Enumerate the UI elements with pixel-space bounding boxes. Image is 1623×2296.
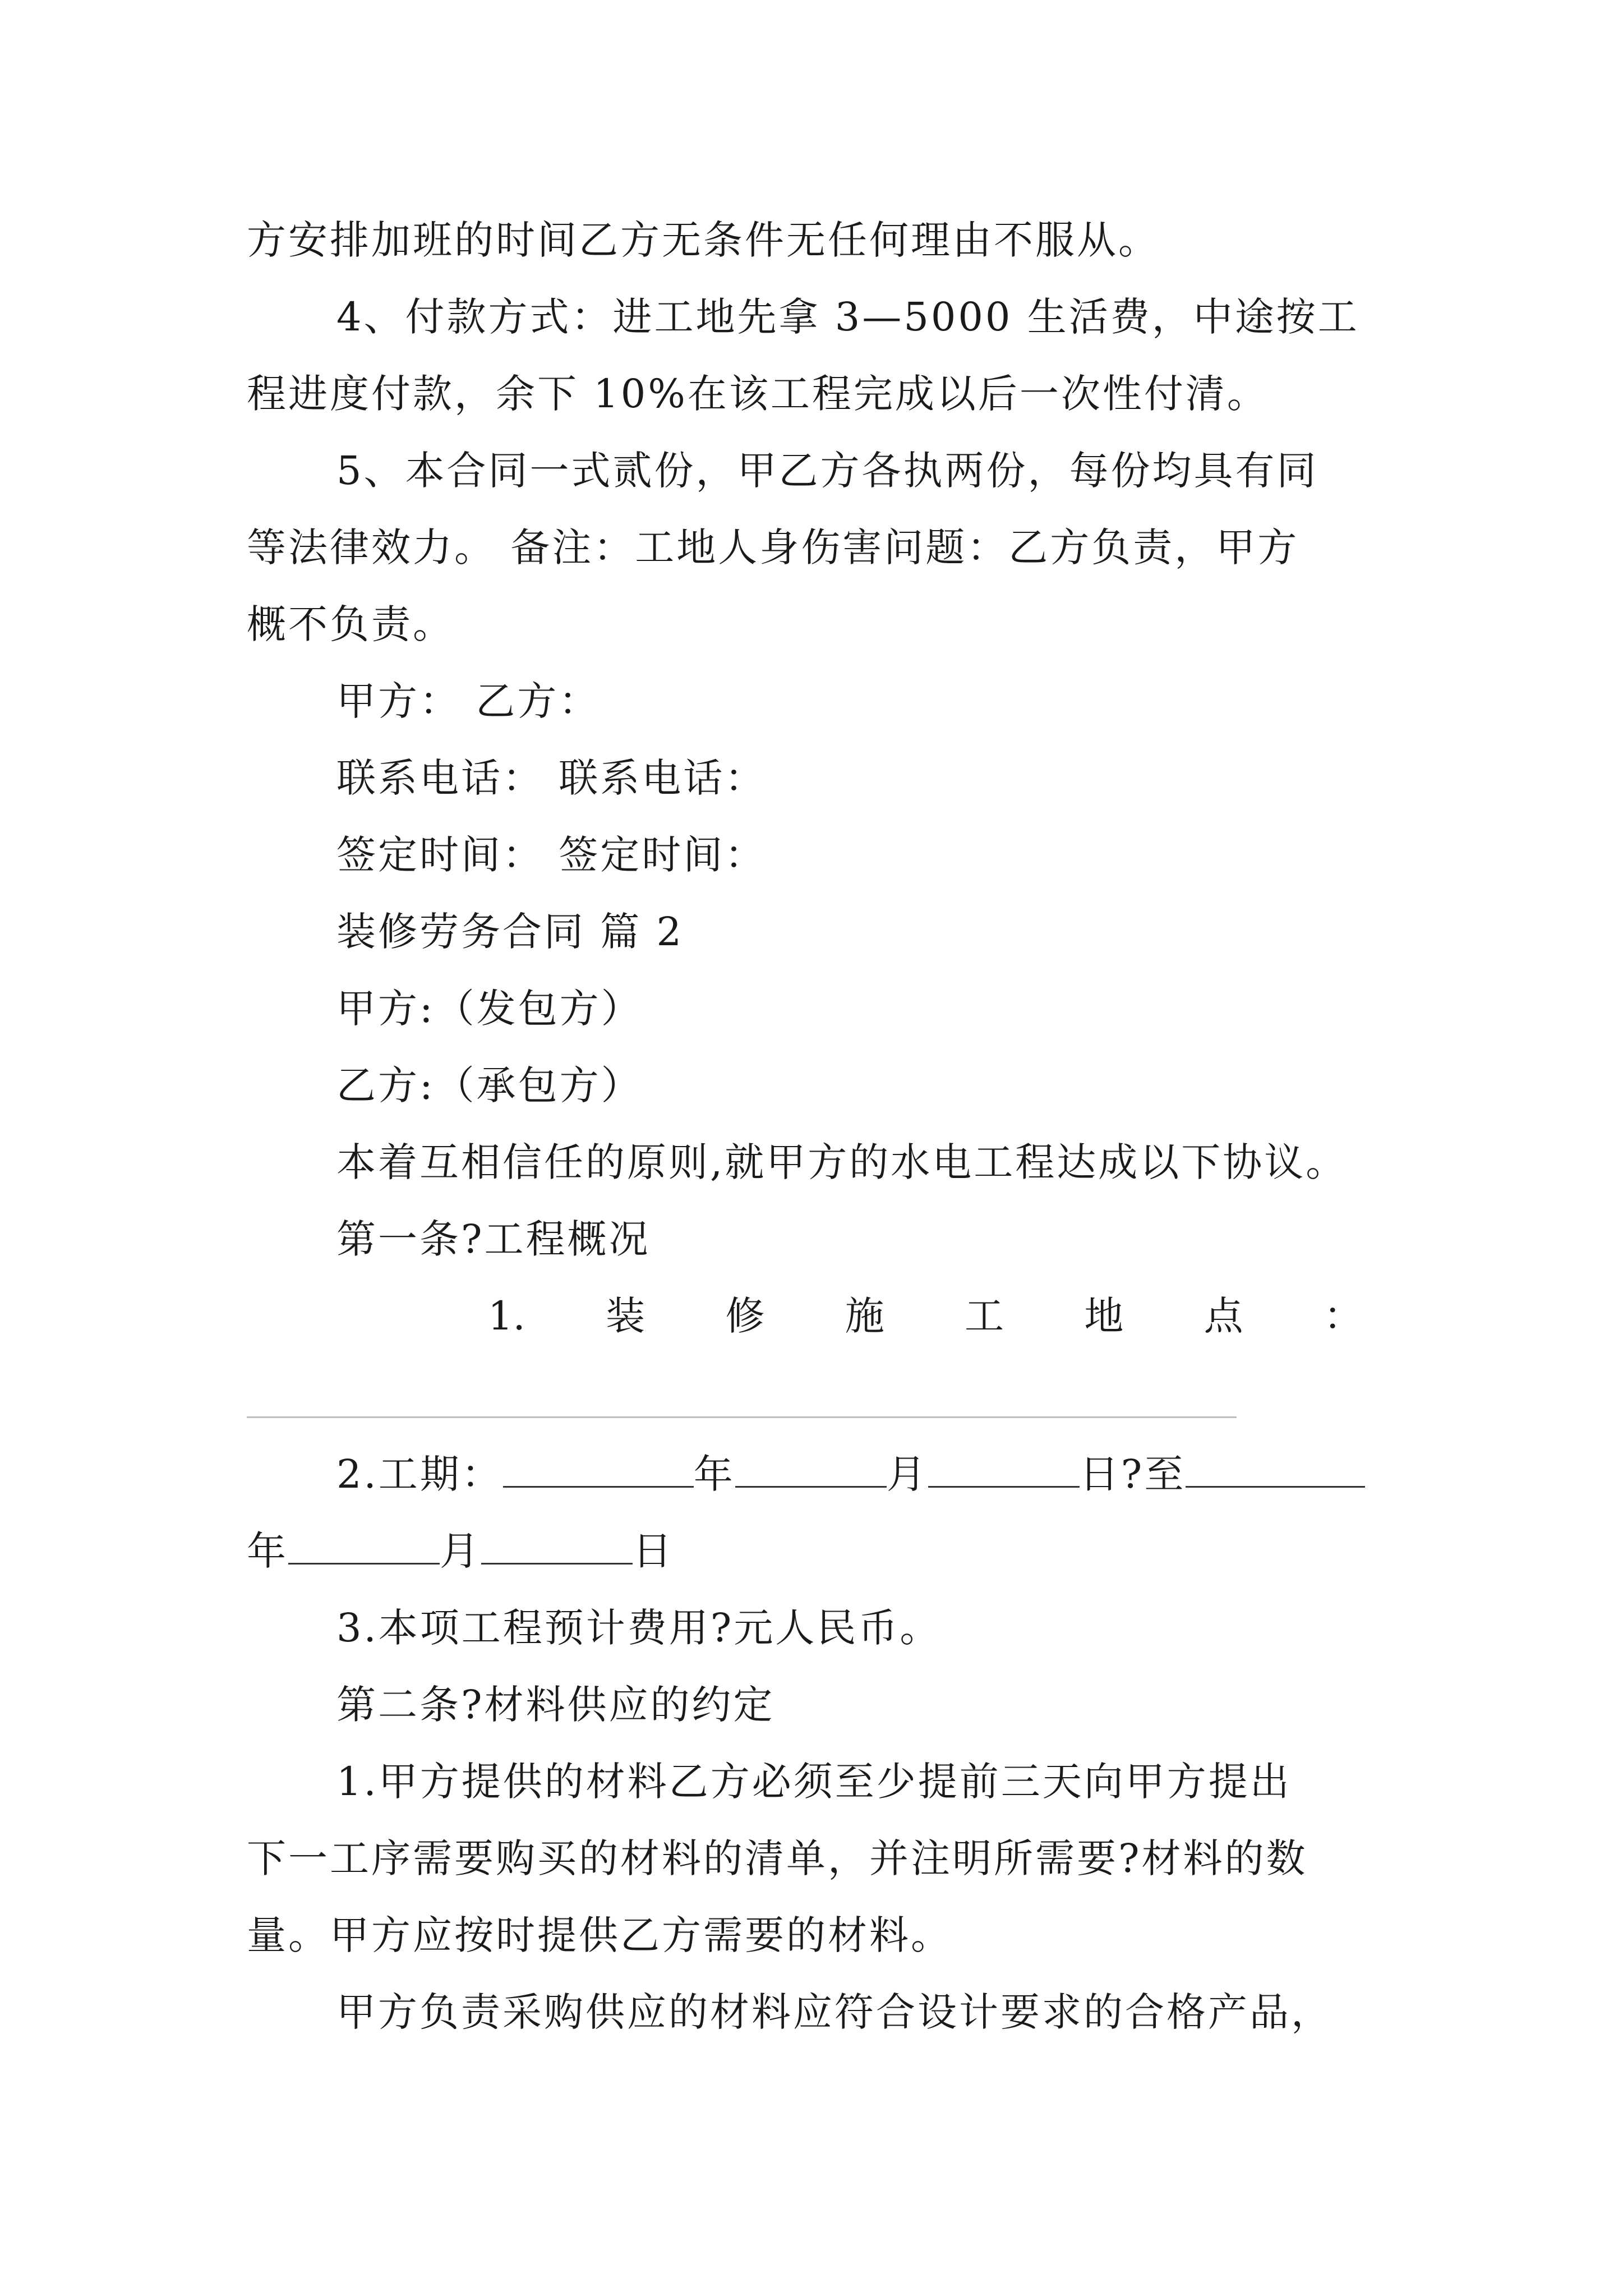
- party-a: 甲方:（发包方）: [336, 986, 643, 1032]
- paragraph-line: 4、付款方式：进工地先拿 3—5000 生活费，中途按工: [336, 294, 1359, 340]
- blank-field: [928, 1447, 1080, 1488]
- paragraph-line: 1.甲方提供的材料乙方必须至少提前三天向甲方提出: [336, 1759, 1292, 1805]
- blank-field: [1186, 1447, 1365, 1488]
- document-page: [247, 0, 1385, 2296]
- spread-char: ：: [1323, 1293, 1363, 1339]
- paragraph-line: 等法律效力。 备注：工地人身伤害问题：乙方负责，甲方: [247, 524, 1299, 570]
- article-heading: 第一条?工程概况: [336, 1216, 651, 1262]
- duration-label: 2.工期：: [336, 1451, 503, 1497]
- article-heading: 第二条?材料供应的约定: [336, 1682, 775, 1728]
- duration-line-2: [247, 1523, 674, 1579]
- paragraph-line: 量。甲方应按时提供乙方需要的材料。: [247, 1912, 952, 1958]
- blank-field: [735, 1447, 887, 1488]
- spread-char: 点: [1204, 1293, 1243, 1339]
- signature-parties: 甲方： 乙方：: [336, 678, 601, 724]
- day-label: 日: [633, 1528, 674, 1574]
- duration-line: [336, 1446, 1365, 1502]
- spread-char: 装: [606, 1293, 645, 1339]
- paragraph-line: 5、本合同一式贰份，甲乙方各执两份，每份均具有同: [336, 448, 1318, 494]
- paragraph-line: 程进度付款，余下 10%在该工程完成以后一次性付清。: [247, 371, 1269, 417]
- signature-dates: 签定时间： 签定时间：: [336, 832, 767, 878]
- blank-field: [503, 1447, 694, 1488]
- paragraph-line: 下一工序需要购买的材料的清单，并注明所需要?材料的数: [247, 1835, 1308, 1881]
- year-label: 年: [693, 1451, 735, 1497]
- day-to-label: 日?至: [1079, 1451, 1186, 1497]
- paragraph-line: 甲方负责采购供应的材料应符合设计要求的合格产品，: [336, 1989, 1332, 2035]
- month-label: 月: [440, 1528, 481, 1574]
- spread-char: 修: [725, 1293, 765, 1339]
- year-label: 年: [247, 1528, 288, 1574]
- blank-field: [481, 1524, 633, 1565]
- month-label: 月: [886, 1451, 928, 1497]
- section-title: 装修劳务合同 篇 2: [336, 909, 684, 955]
- spread-char: 工: [965, 1293, 1004, 1339]
- site-location-line: [488, 1288, 1363, 1344]
- signature-phones: 联系电话： 联系电话：: [336, 755, 767, 801]
- horizontal-rule: [247, 1416, 1237, 1418]
- party-b: 乙方:（承包方）: [336, 1062, 643, 1108]
- spread-char: 1.: [488, 1293, 525, 1339]
- paragraph-line: 概不负责。: [247, 601, 454, 647]
- spread-char: 地: [1084, 1293, 1124, 1339]
- paragraph-line: 方安排加班的时间乙方无条件无任何理由不服从。: [247, 217, 1160, 263]
- paragraph-line: 3.本项工程预计费用?元人民币。: [336, 1605, 942, 1651]
- paragraph-line: 本着互相信任的原则,就甲方的水电工程达成以下协议。: [336, 1139, 1348, 1185]
- blank-field: [288, 1524, 440, 1565]
- spread-char: 施: [845, 1293, 884, 1339]
